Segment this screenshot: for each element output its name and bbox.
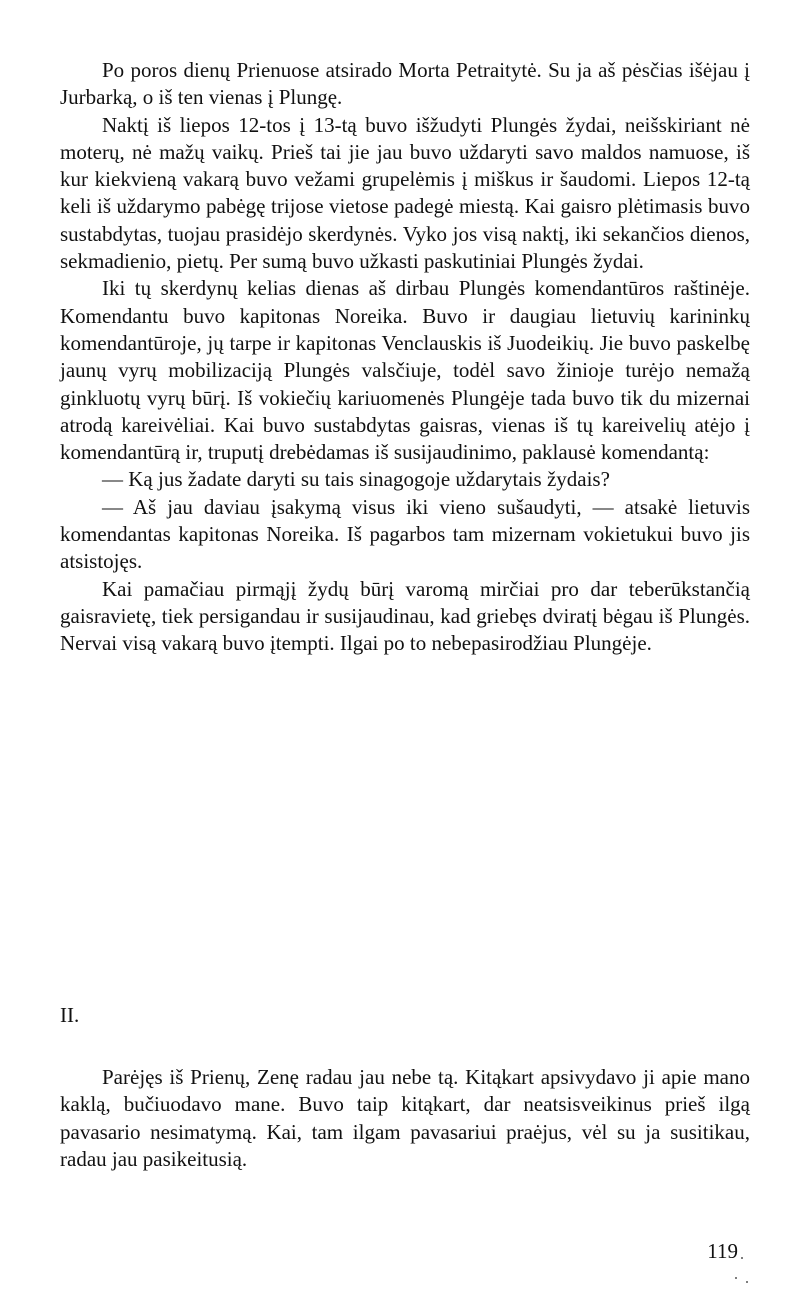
section-heading: II. — [60, 1003, 80, 1027]
paragraph: — Ką jus žadate daryti su tais sinagogoje uždarytais žydais? — [102, 467, 610, 492]
paragraph: Kai pamačiau pirmąjį žydų būrį varomą mirčiai pro dar teberūkstančią gaisravietę, tiek persigandau ir susijaudinau, kad griebęs dviratį bėgau iš Plungės. Nervai visą vakarą buvo įtempti. Ilgai po to nebepasirodžiau Plungėje. — [60, 576, 750, 656]
paragraph: Parėjęs iš Prienų, Zenę radau jau nebe tą. Kitąkart apsivydavo ji apie mano kaklą, bučiuodavo mane. Buvo taip kitąkart, dar neatsisveikinus prieš ilgą pavasario nesimatymą. Kai, tam ilgam pavasariui praėjus, vėl su ja susitikau, radau jau pasikeitusią. — [60, 1065, 750, 1171]
scan-speck — [746, 1281, 748, 1283]
paragraph: Naktį iš liepos 12-tos į 13-tą buvo išžudyti Plungės žydai, neišskiriant nė moterų, nė mažų vaikų. Prieš tai jie jau buvo uždaryti savo maldos namuose, iš kur kiekvieną vakarą buvo vežami grupelėmis į miškus ir šaudomi. Liepos 12-tą keli iš uždarymo pabėgę trijose vietose padegė miestą. Kai gaisro plėtimasis buvo sustabdytas, tuojau prasidėjo skerdynės. Vyko jos visą naktį, iki sekančios dienos, sekmadienio, pietų. Per sumą buvo užkasti paskutiniai Plungės žydai. — [60, 112, 750, 274]
body-text-top — [60, 57, 750, 658]
paragraph: Iki tų skerdynų kelias dienas aš dirbau Plungės komendantūros raštinėje. Komendantu buvo kapitonas Noreika. Buvo ir daugiau lietuvių karininkų komendantūroje, jų tarpe ir kapitonas Venclauskis iš Juodeikių. Jie buvo paskelbę jaunų vyrų mobilizaciją Plungės valsčiuje, todėl savo žinioje turėjo nemažą ginkluotų vyrų būrį. Iš vokiečių kariuomenės Plungėje tada buvo tik du mizernai atrodą kareivėliai. Kai buvo sustabdytas gaisras, vienas iš tų kareivelių atėjo į komendantūrą ir, truputį drebėdamas iš susijaudinimo, paklausė komendantą: — [60, 276, 750, 465]
scan-speck — [735, 1277, 737, 1279]
scan-speck — [741, 1257, 743, 1259]
body-text-bottom — [60, 1064, 750, 1173]
paragraph: Po poros dienų Prienuose atsirado Morta Petraitytė. Su ja aš pėsčias išėjau į Jurbarką, o iš ten vienas į Plungę. — [60, 58, 750, 110]
page-number: 119 — [707, 1239, 738, 1263]
paragraph: — Aš jau daviau įsakymą visus iki vieno sušaudyti, — atsakė lietuvis komendantas kapitonas Noreika. Iš pagarbos tam mizernam vokietukui buvo jis atsistojęs. — [60, 494, 750, 574]
